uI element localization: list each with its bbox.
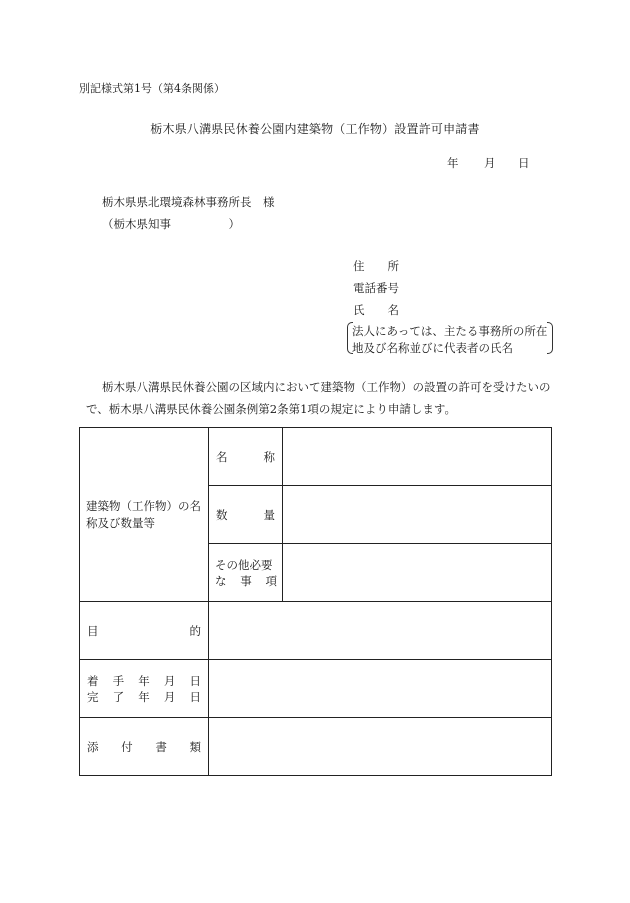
start-date-label [87,673,201,689]
end-date-char: 日 [189,689,201,704]
end-date-char: 完 [87,689,99,704]
other-label-char: 項 [265,573,277,588]
purpose-label-char: 的 [189,623,201,638]
addressee-governor: （栃木県知事 ） [102,217,240,231]
end-date-char: 了 [112,689,125,704]
start-date-char: 着 [87,673,99,688]
quantity-label-cell [209,486,283,544]
form-number-label: 別記様式第1号（第4条関係） [79,82,225,95]
corporation-note-line1: 法人にあっては、主たる事務所の所在 [352,324,548,338]
body-text-line1: 栃木県八溝県民休養公園の区域内において建築物（工作物）の設置の許可を受けたいの [102,380,551,394]
quantity-label-char: 量 [263,507,275,522]
name-input-cell[interactable] [283,428,552,486]
table-row-dates [80,660,552,718]
name-label-cell [209,428,283,486]
quantity-label-char: 数 [216,507,228,522]
building-label-cell [80,428,209,602]
attachments-input-cell[interactable] [209,718,552,776]
purpose-input-cell[interactable] [209,602,552,660]
document-title: 栃木県八溝県民休養公園内建築物（工作物）設置許可申請書 [150,122,480,136]
application-form-table [79,427,552,776]
start-date-char: 日 [189,673,201,688]
body-text-line2: で、栃木県八溝県民休養公園条例第2条第1項の規定により申請します。 [86,402,456,416]
other-label-line1: その他必要 [215,557,273,572]
attachments-label-char: 書 [155,739,167,754]
dates-label-cell [80,660,209,718]
name-label-char: 称 [263,449,275,464]
addressee-office: 栃木県県北環境森林事務所長 様 [102,195,275,209]
name-label-char: 名 [216,449,228,464]
attachments-label-char: 添 [87,739,99,754]
attachments-label-char: 付 [121,739,133,754]
table-row-attachments [80,718,552,776]
applicant-address-label: 住 所 [353,259,399,273]
end-date-char: 年 [138,689,150,704]
other-label-char: 事 [240,573,252,588]
dates-input-cell[interactable] [209,660,552,718]
quantity-input-cell[interactable] [283,486,552,544]
purpose-label-cell [80,602,209,660]
applicant-phone-label: 電話番号 [353,281,399,295]
date-year-label: 年 [447,156,459,170]
purpose-label-char: 目 [87,623,99,638]
other-label-cell [209,544,283,602]
table-row-name [80,428,552,486]
end-date-char: 月 [163,689,176,704]
table-row-purpose [80,602,552,660]
other-input-cell[interactable] [283,544,552,602]
end-date-label [87,689,201,705]
applicant-name-label: 氏 名 [353,303,399,317]
building-label: 建築物（工作物）の名称及び数量等 [86,498,201,530]
start-date-char: 月 [163,673,176,688]
attachments-label-cell [80,718,209,776]
corporation-note-line2: 地及び名称並びに代表者の氏名 [352,341,513,355]
date-day-label: 日 [518,156,530,170]
attachments-label-char: 類 [189,739,201,754]
corporation-note [347,320,553,356]
other-label-char: な [215,573,227,588]
start-date-char: 年 [138,673,150,688]
date-month-label: 月 [484,156,496,170]
right-bracket [547,322,553,354]
start-date-char: 手 [112,673,125,688]
